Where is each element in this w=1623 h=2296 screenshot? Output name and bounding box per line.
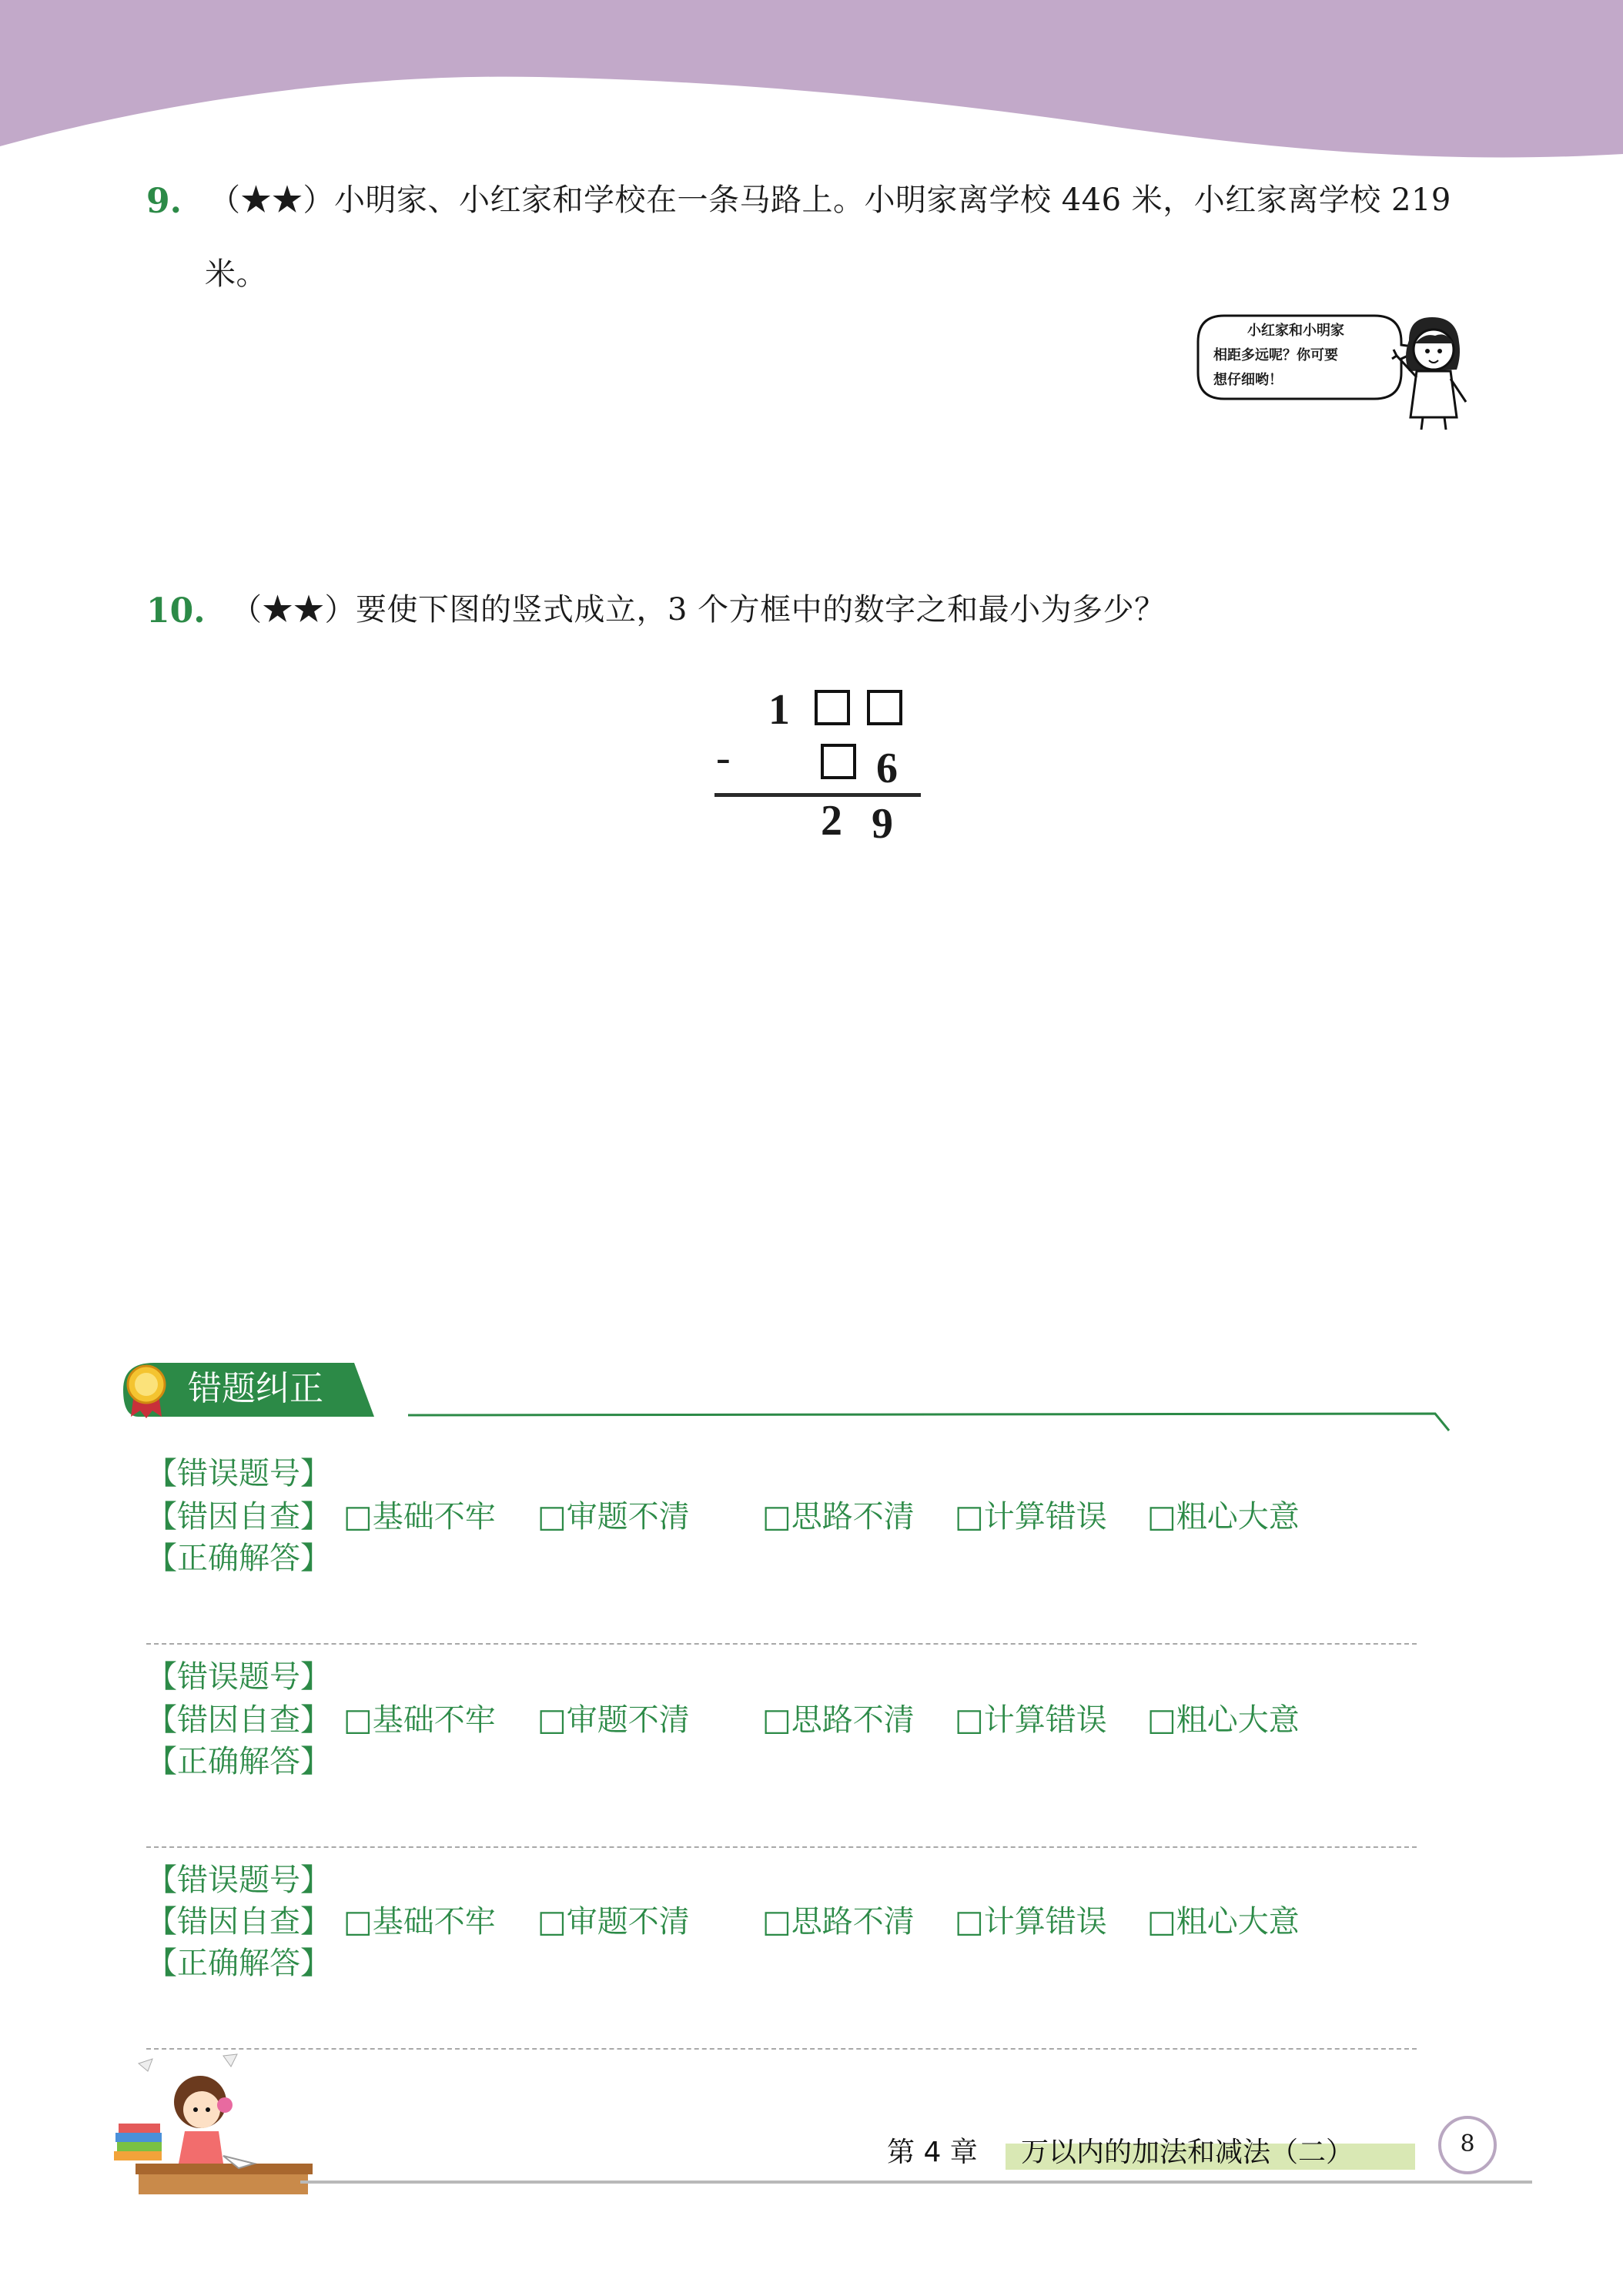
option-misread[interactable]: □审题不清 [537, 1702, 690, 1738]
option-foundation[interactable]: □基础不牢 [343, 1904, 496, 1940]
option-misread[interactable]: □审题不清 [537, 1904, 690, 1940]
bubble-line-3: 想仔细哟！ [1213, 372, 1283, 388]
puzzle-blank-box-1[interactable] [815, 690, 850, 725]
puzzle-minus-sign: - [716, 734, 731, 782]
puzzle-rule [714, 793, 921, 797]
option-careless[interactable]: □粗心大意 [1147, 1702, 1300, 1738]
girl-illustration [1386, 310, 1478, 433]
section-title: 错题纠正 [188, 1369, 323, 1408]
footer-rule [300, 2181, 1532, 2184]
correct-answer-label: 【正确解答】 [146, 1541, 331, 1576]
cause-label: 【错因自查】 [146, 1702, 331, 1738]
option-misread[interactable]: □审题不清 [537, 1499, 690, 1535]
cause-label: 【错因自查】 [146, 1499, 331, 1535]
option-calc-error[interactable]: □计算错误 [955, 1499, 1107, 1535]
wrong-number-label: 【错误题号】 [146, 1863, 331, 1898]
option-unclear-thinking[interactable]: □思路不清 [762, 1499, 915, 1535]
cause-label: 【错因自查】 [146, 1904, 331, 1940]
question-10-text: （★★）要使下图的竖式成立，3 个方框中的数字之和最小为多少？ [231, 592, 1166, 628]
puzzle-result-digit-9: 9 [872, 800, 893, 848]
wrong-number-label: 【错误题号】 [146, 1659, 331, 1695]
divider [146, 1643, 1417, 1645]
header-band [0, 0, 1623, 177]
correct-answer-label: 【正确解答】 [146, 1744, 331, 1779]
option-unclear-thinking[interactable]: □思路不清 [762, 1904, 915, 1940]
chapter-number: 第 4 章 [887, 2137, 978, 2168]
puzzle-blank-box-2[interactable] [867, 690, 902, 725]
medal-icon [123, 1363, 169, 1418]
question-10-number: 10. [146, 591, 206, 631]
option-calc-error[interactable]: □计算错误 [955, 1702, 1107, 1738]
chapter-title: 万以内的加法和减法（二） [1021, 2137, 1354, 2168]
question-9-text-line2: 米。 [205, 256, 267, 292]
wrong-number-label: 【错误题号】 [146, 1456, 331, 1491]
question-9-text-line1: （★★）小明家、小红家和学校在一条马路上。小明家离学校 446 米，小红家离学校 219 [209, 182, 1451, 218]
option-careless[interactable]: □粗心大意 [1147, 1904, 1300, 1940]
bubble-line-2: 相距多远呢？你可要 [1213, 347, 1338, 363]
correct-answer-label: 【正确解答】 [146, 1946, 331, 1981]
puzzle-digit-1: 1 [768, 686, 790, 734]
divider [146, 1846, 1417, 1848]
puzzle-digit-6: 6 [876, 745, 898, 792]
option-calc-error[interactable]: □计算错误 [955, 1904, 1107, 1940]
option-unclear-thinking[interactable]: □思路不清 [762, 1702, 915, 1738]
page-number: 8 [1460, 2130, 1475, 2157]
student-desk-illustration [108, 2048, 323, 2217]
section-rule [407, 1409, 1454, 1437]
option-foundation[interactable]: □基础不牢 [343, 1702, 496, 1738]
divider [146, 2048, 1417, 2050]
option-foundation[interactable]: □基础不牢 [343, 1499, 496, 1535]
puzzle-result-digit-2: 2 [821, 797, 842, 845]
bubble-line-1: 小红家和小明家 [1247, 323, 1344, 339]
option-careless[interactable]: □粗心大意 [1147, 1499, 1300, 1535]
question-9-number: 9. [146, 182, 182, 221]
puzzle-blank-box-3[interactable] [821, 744, 856, 779]
